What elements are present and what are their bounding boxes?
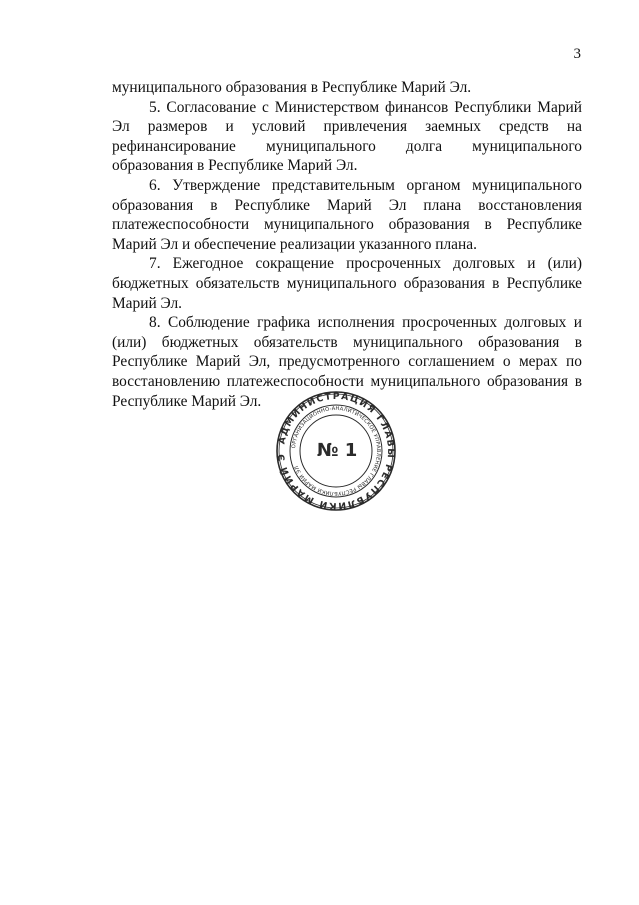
paragraph-6: 6. Утверждение представительным органом муниципального образования в Республике Марий Эл плана восстановления платежеспособности муниципального образования в Республике Марий Эл и обеспечение реализации указанного плана. xyxy=(112,176,582,253)
page-number: 3 xyxy=(573,46,581,62)
continuation-text: муниципального образования в Республике Марий Эл. xyxy=(112,79,472,96)
stamp-number: № 1 xyxy=(316,440,358,461)
stamp-inner-text: ОРГАНИЗАЦИОННО-АНАЛИТИЧЕСКОЕ УПРАВЛЕНИЕ ГЛАВЫ РЕСПУБЛИКИ МАРИЙ ЭЛ xyxy=(291,405,382,497)
official-stamp xyxy=(276,391,396,511)
document-body xyxy=(112,78,582,411)
stamp-graphic xyxy=(276,391,396,511)
paragraph-5: 5. Согласование с Министерством финансов Республики Марий Эл размеров и условий привлечения заемных средств на рефинансирование муниципального долга муниципального образования в Республике Марий Эл. xyxy=(112,98,582,175)
paragraph-7: 7. Ежегодное сокращение просроченных долговых и (или) бюджетных обязательств муниципального образования в Республике Марий Эл. xyxy=(112,255,582,312)
stamp-outer-text: АДМИНИСТРАЦИЯ ГЛАВЫ РЕСПУБЛИКИ МАРИЙ Э xyxy=(276,391,396,511)
paragraph-8: 8. Соблюдение графика исполнения просроченных долговых и (или) бюджетных обязательств муниципального образования в Республике Марий Эл, предусмотренного соглашением о мерах по восстановлению платежеспособности муниципального образования в Республике Марий Эл. xyxy=(112,314,582,410)
